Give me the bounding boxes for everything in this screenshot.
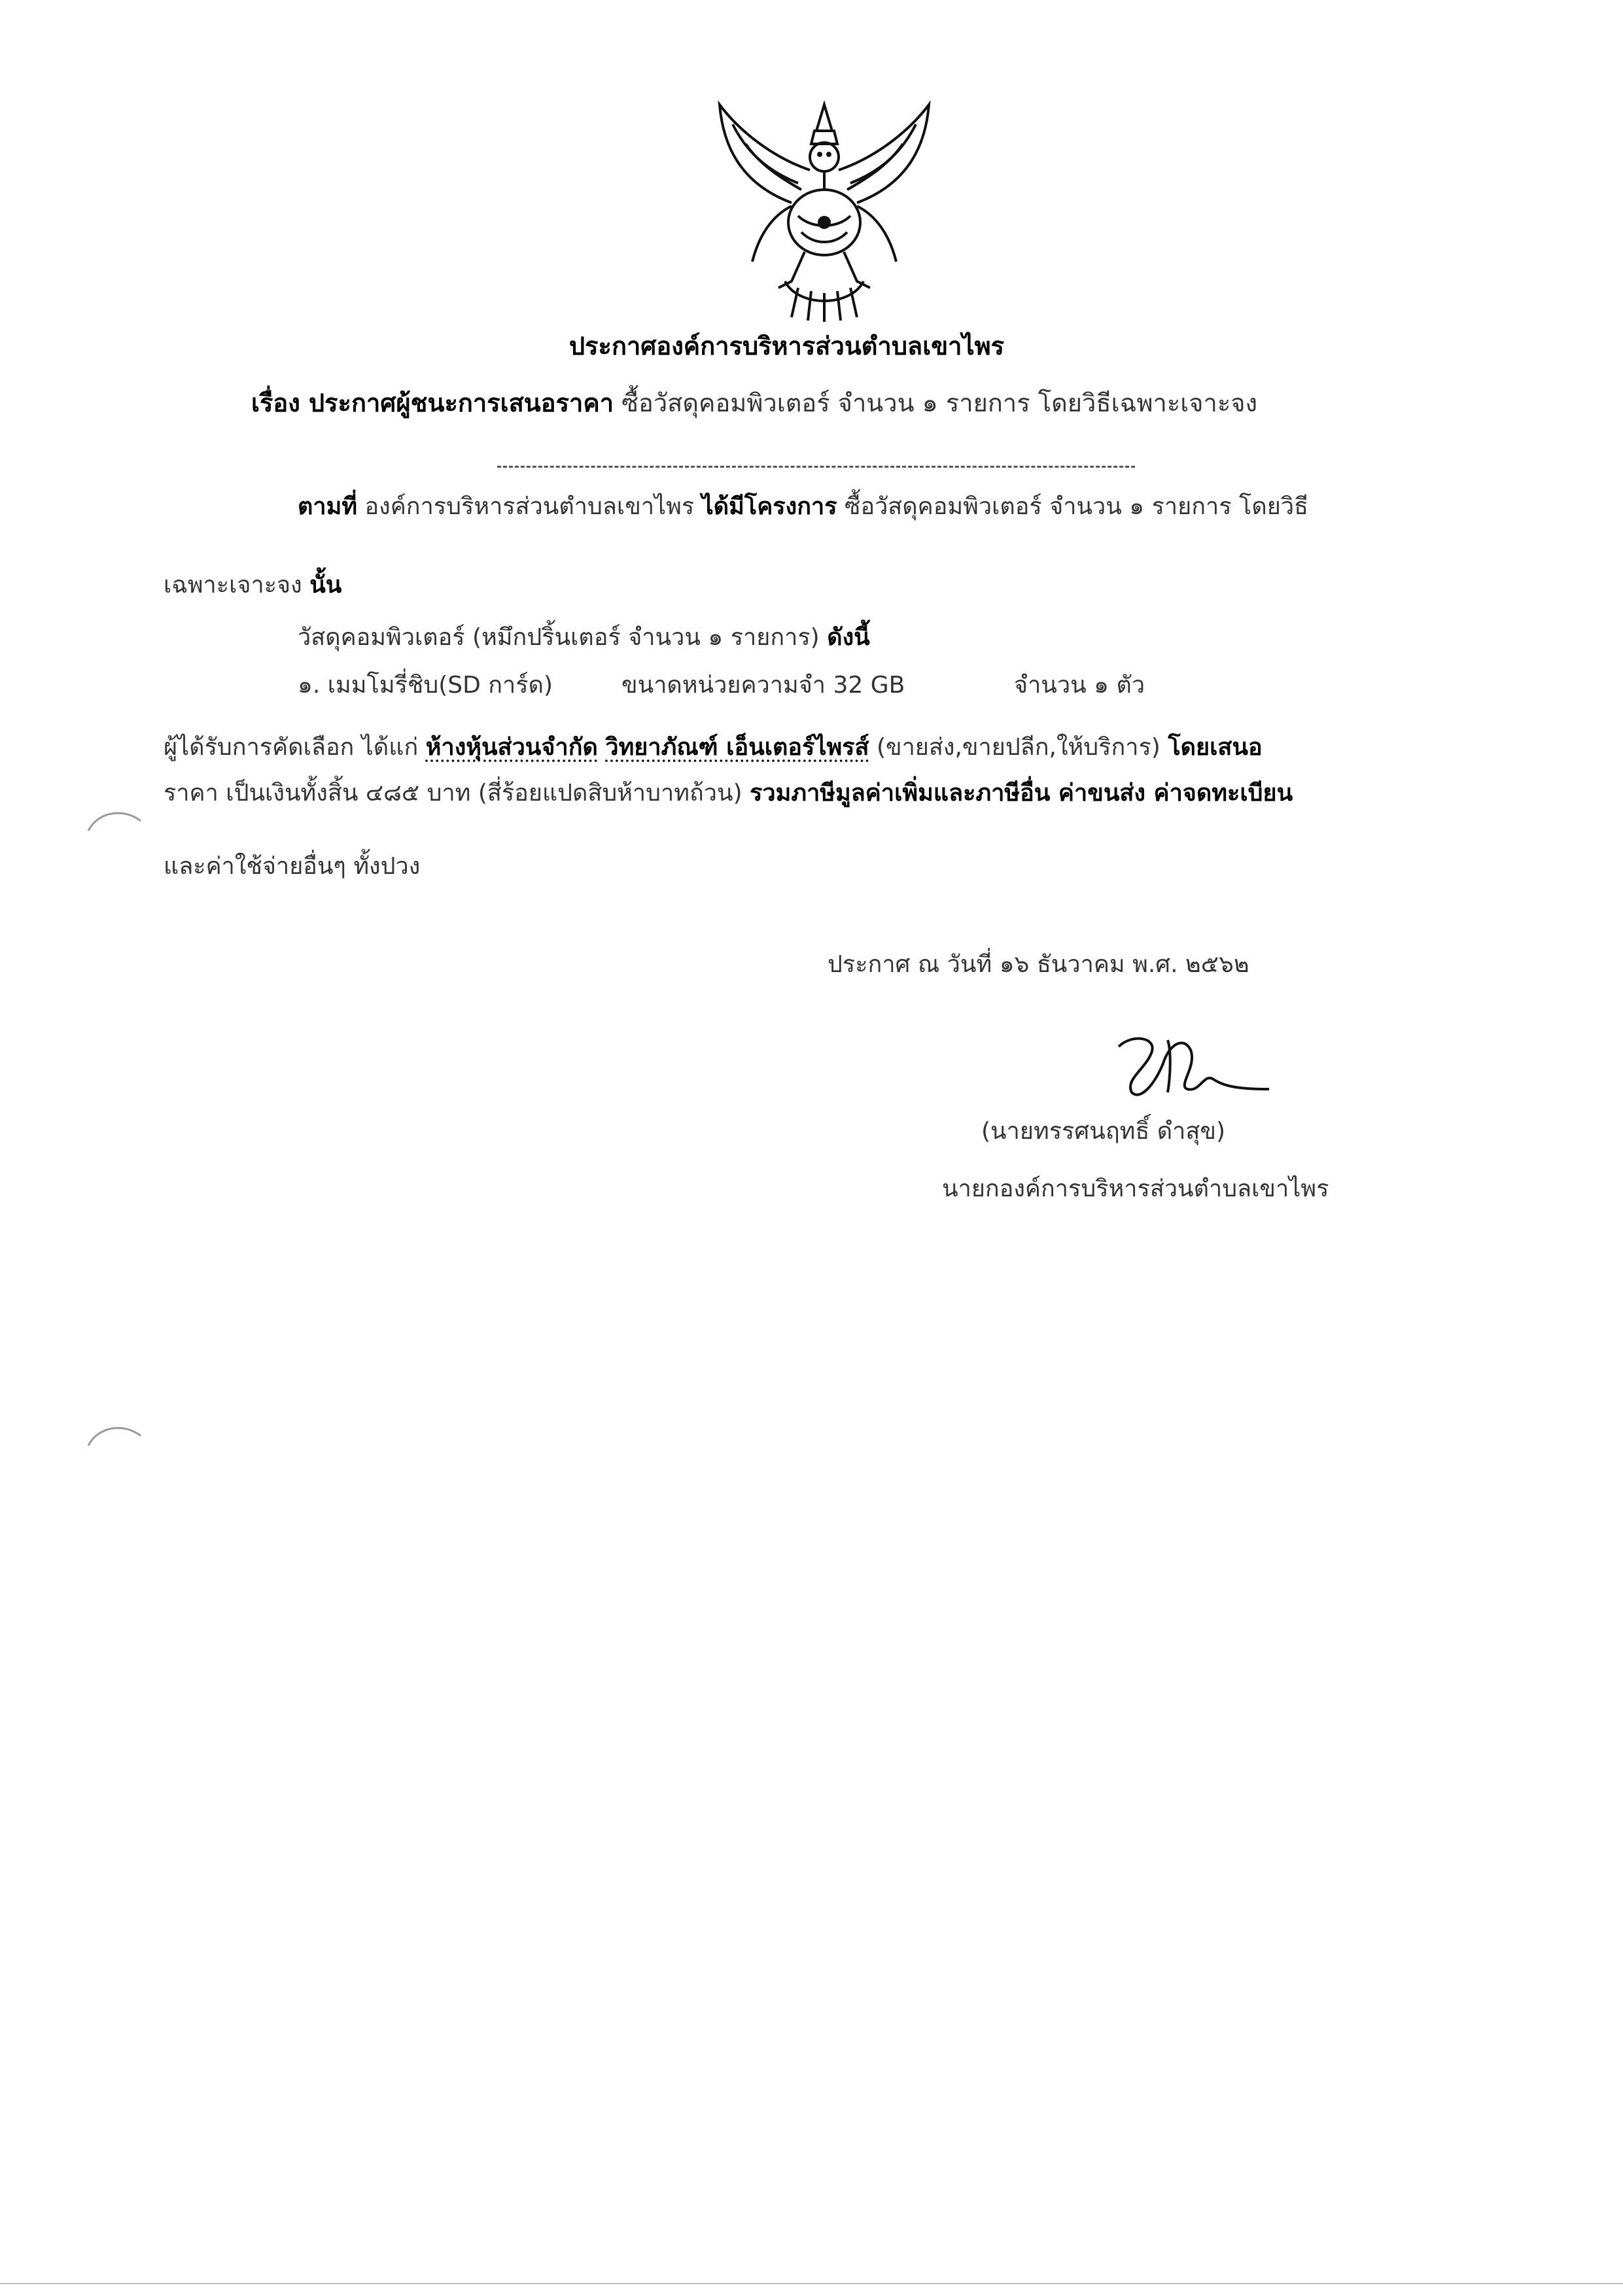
winner-type: ห้างหุ้นส่วนจำกัด [425,734,598,761]
offer-label: โดยเสนอ [1168,734,1263,761]
subject-text: ซื้อวัสดุคอมพิวเตอร์ จำนวน ๑ รายการ โดยวิธีเฉพาะเจาะจง [621,389,1258,417]
announcement-date-line [828,953,1249,977]
winner-label: ผู้ได้รับการคัดเลือก ได้แก่ [164,734,419,761]
handwritten-signature-icon [1106,1020,1276,1105]
reference-end: นั้น [309,572,342,599]
signer-name: (นายทรรศนฤทธิ์ ดำสุข) [981,1118,1225,1145]
price-unit: บาท [427,780,471,807]
winner-name: วิทยาภัณฑ์ เอ็นเตอร์ไพรส์ [605,734,869,761]
document-subject [251,391,1257,415]
price-line [164,782,1293,805]
item-quantity: จำนวน ๑ ตัว [1014,672,1145,699]
reference-label: ตามที่ [298,493,358,520]
organization-name: องค์การบริหารส่วนตำบลเขาไพร [364,493,695,520]
document-title: ประกาศองค์การบริหารส่วนตำบลเขาไพร [569,332,1005,360]
garuda-emblem-icon [693,92,955,327]
subject-label: เรื่อง ประกาศผู้ชนะการเสนอราคา [251,389,614,417]
punch-hole-mark-icon [85,805,144,837]
price-label: ราคา เป็นเงินทั้งสิ้น [164,780,358,807]
paragraph-reference-line2 [164,574,341,597]
project-label: ได้มีโครงการ [701,493,837,520]
paragraph-reference-line1 [298,495,1308,519]
price-terms-end: และค่าใช้จ่ายอื่นๆ ทั้งปวง [164,853,421,880]
price-words: (สี่ร้อยแปดสิบห้าบาทถ้วน) [478,780,742,807]
punch-hole-mark-icon [85,1419,144,1452]
header-divider [497,466,1135,468]
category-end: ดังนี้ [827,624,870,651]
signer-position: นายกองค์การบริหารส่วนตำบลเขาไพร [942,1175,1329,1202]
item-name: ๑. เมมโมรี่ชิบ(SD การ์ด) [298,672,553,699]
announcement-label: ประกาศ ณ วันที่ [828,951,992,978]
category-text: วัสดุคอมพิวเตอร์ (หมึกปริ้นเตอร์ จำนวน ๑ รายการ) [298,624,820,651]
announcement-date: ๑๖ ธันวาคม พ.ศ. ๒๕๖๒ [999,951,1249,978]
project-text-cont: เฉพาะเจาะจง [164,572,302,599]
item-spec: ขนาดหน่วยความจำ 32 GB [621,672,905,699]
category-line [298,626,870,650]
winner-description: (ขายส่ง,ขายปลีก,ให้บริการ) [876,734,1161,761]
scan-edge-line [0,2283,1623,2284]
price-terms: รวมภาษีมูลค่าเพิ่มและภาษีอื่น ค่าขนส่ง ค่าจดทะเบียน [750,780,1293,807]
price-value: ๔๘๕ [365,780,420,807]
project-text: ซื้อวัสดุคอมพิวเตอร์ จำนวน ๑ รายการ โดยวิธี [845,493,1309,520]
winner-line [164,736,1263,759]
